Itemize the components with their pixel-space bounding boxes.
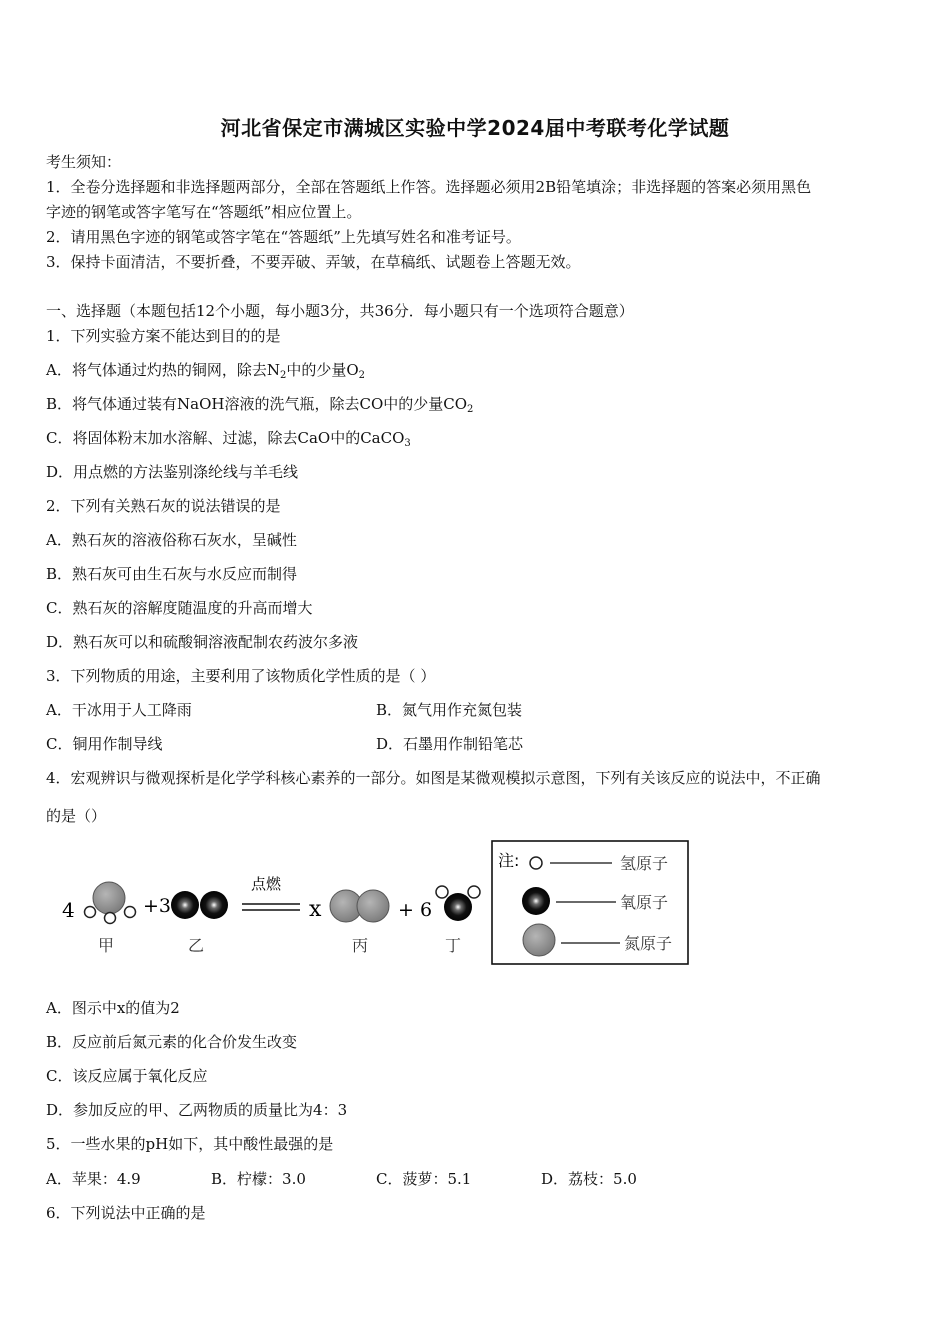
q1-option-a: A．将气体通过灼热的铜网，除去$N_2$中的少量$O_2$ — [46, 361, 366, 381]
q2-stem: 2．下列有关熟石灰的说法错误的是 — [46, 497, 281, 515]
q3-option-b: B．氮气用作充氮包装 — [376, 701, 523, 719]
notice-heading: 考生须知： — [46, 153, 122, 171]
coefficient-yi: +3 — [143, 895, 172, 917]
q4-option-a: A．图示中x的值为2 — [46, 999, 180, 1017]
q2-option-c: C．熟石灰的溶解度随温度的升高而增大 — [46, 599, 313, 617]
notice-item-3: 3．保持卡面清洁，不要折叠，不要弄破、弄皱，在草稿纸、试题卷上答题无效。 — [46, 253, 581, 271]
legend-hydrogen-icon — [530, 857, 542, 869]
q5-option-d: D．荔枝：5.0 — [541, 1170, 637, 1188]
q4-option-d: D．参加反应的甲、乙两物质的质量比为4：3 — [46, 1101, 348, 1119]
legend-note: 注: — [498, 851, 520, 870]
notice-item-1a: 1．全卷分选择题和非选择题两部分，全部在答题纸上作答。选择题必须用2B铅笔填涂；非选择题的答案必须用黑色 — [46, 178, 812, 196]
q1-option-d: D．用点燃的方法鉴别涤纶线与羊毛线 — [46, 463, 299, 481]
page-title: 河北省保定市满城区实验中学2024届中考联考化学试题 — [220, 116, 730, 140]
legend-hydrogen-label: 氢原子 — [620, 854, 669, 873]
q3-stem: 3．下列物质的用途，主要利用了该物质化学性质的是（ ） — [46, 667, 436, 685]
legend-nitrogen-label: 氮原子 — [624, 934, 673, 953]
reaction-diagram — [46, 838, 706, 968]
molecule-jia — [85, 882, 136, 924]
molecule-bing — [330, 890, 389, 922]
q1-option-b: B．将气体通过装有NaOH溶液的洗气瓶，除去CO中的少量$CO_2$ — [46, 395, 474, 415]
q5-option-b: B．柠檬：3.0 — [211, 1170, 306, 1188]
q2-option-b: B．熟石灰可由生石灰与水反应而制得 — [46, 565, 298, 583]
label-yi: 乙 — [188, 936, 205, 955]
reaction-condition: 点燃 — [251, 875, 282, 893]
q5-option-c: C．菠萝：5.1 — [376, 1170, 472, 1188]
legend — [492, 841, 688, 964]
molecule-ding — [436, 886, 480, 921]
label-ding: 丁 — [445, 936, 462, 955]
q6-stem: 6．下列说法中正确的是 — [46, 1204, 206, 1222]
q2-option-a: A．熟石灰的溶液俗称石灰水，呈碱性 — [46, 531, 297, 549]
label-bing: 丙 — [352, 936, 369, 955]
q2-option-d: D．熟石灰可以和硫酸铜溶液配制农药波尔多液 — [46, 633, 359, 651]
q4-stem-line2: 的是（） — [46, 807, 107, 825]
coefficient-x: x — [309, 897, 322, 922]
q4-option-b: B．反应前后氮元素的化合价发生改变 — [46, 1033, 298, 1051]
legend-oxygen-label: 氧原子 — [620, 893, 669, 912]
q1-stem: 1．下列实验方案不能达到目的的是 — [46, 327, 281, 345]
legend-oxygen-icon — [522, 887, 550, 915]
q1-option-c: C．将固体粉末加水溶解、过滤，除去CaO中的CaCO$_3$ — [46, 429, 411, 449]
q3-option-d: D．石墨用作制铅笔芯 — [376, 735, 524, 753]
legend-nitrogen-icon — [523, 924, 555, 956]
q5-option-a: A．苹果：4.9 — [46, 1170, 141, 1188]
label-jia: 甲 — [98, 936, 115, 955]
notice-item-1b: 字迹的钢笔或答字笔写在“答题纸”相应位置上。 — [46, 203, 362, 221]
q3-option-c: C．铜用作制导线 — [46, 735, 163, 753]
coefficient-jia: 4 — [62, 898, 75, 922]
q4-option-c: C．该反应属于氧化反应 — [46, 1067, 208, 1085]
q3-option-a: A．干冰用于人工降雨 — [46, 701, 192, 719]
molecule-yi — [171, 891, 228, 919]
q4-stem-line1: 4．宏观辨识与微观探析是化学学科核心素养的一部分。如图是某微观模拟示意图，下列有关该反应的说法中，不正确 — [46, 769, 821, 787]
coefficient-ding: + 6 — [398, 899, 433, 921]
notice-item-2: 2．请用黑色字迹的钢笔或答字笔在“答题纸”上先填写姓名和准考证号。 — [46, 228, 521, 246]
section-heading: 一、选择题（本题包括12个小题，每小题3分，共36分．每小题只有一个选项符合题意） — [46, 302, 634, 320]
q5-stem: 5．一些水果的pH如下，其中酸性最强的是 — [46, 1135, 334, 1153]
